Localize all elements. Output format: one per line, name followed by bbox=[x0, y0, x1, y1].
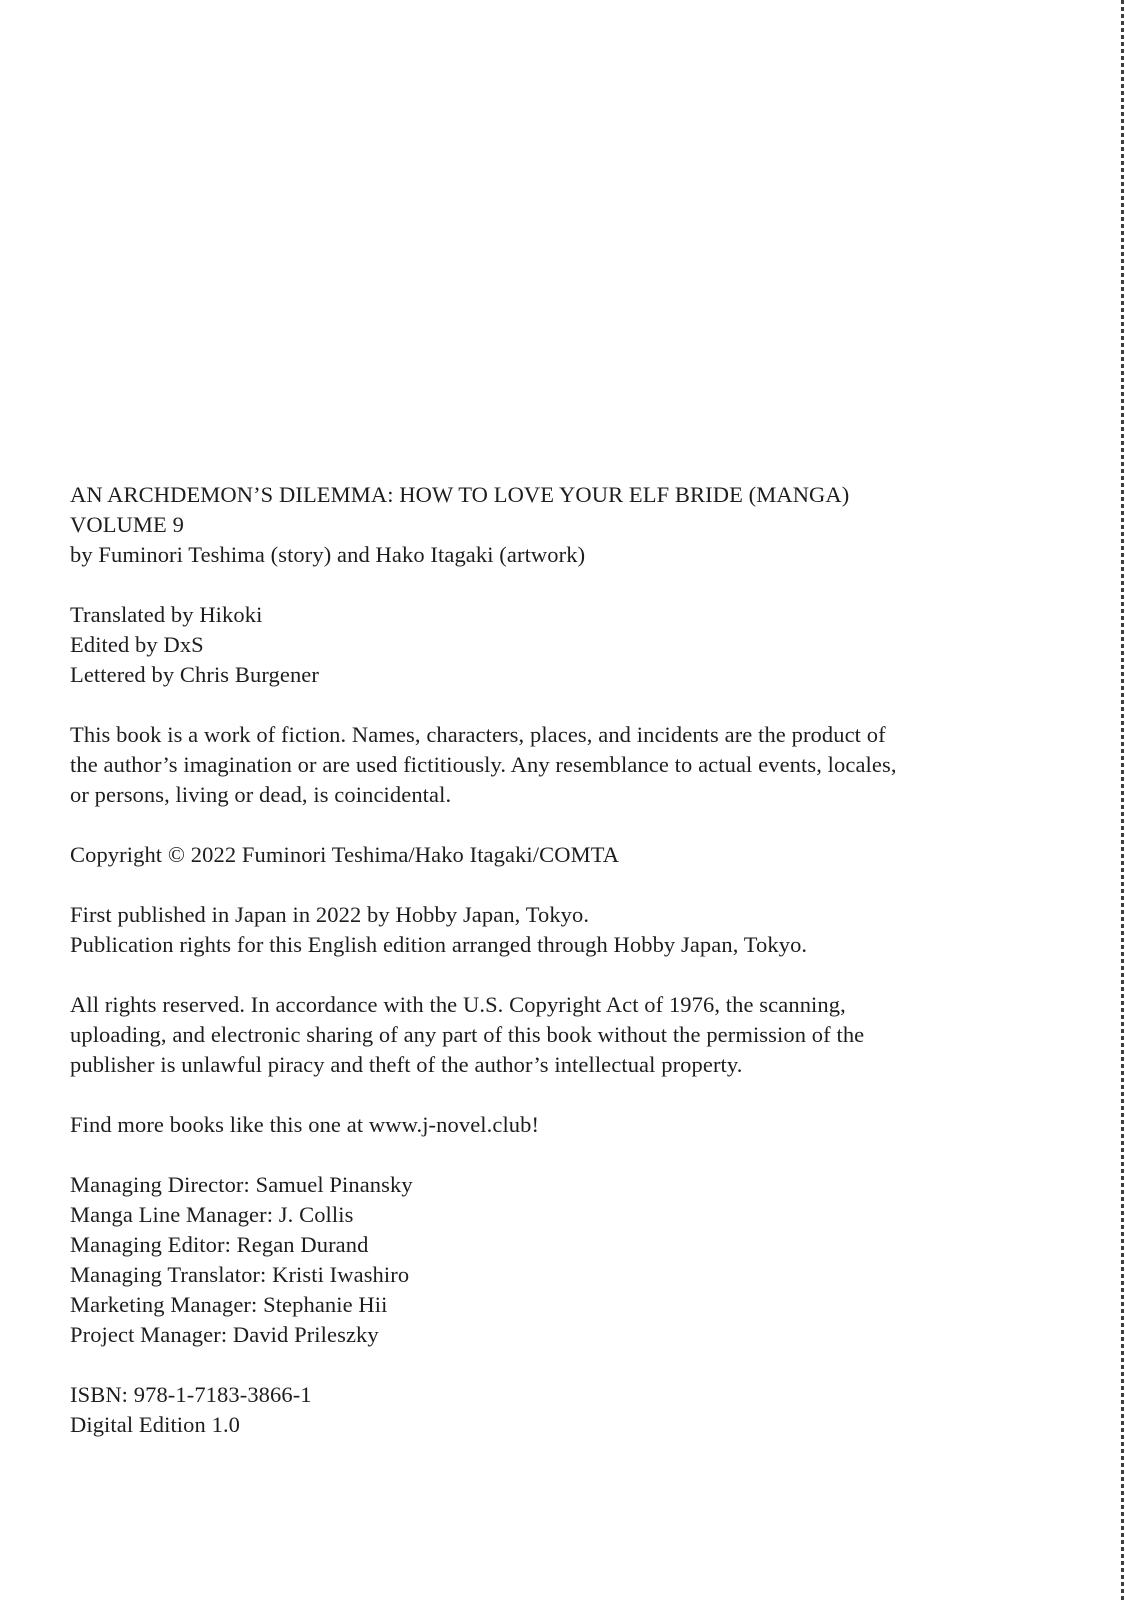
marketing-manager-credit: Marketing Manager: Stephanie Hii bbox=[70, 1292, 388, 1317]
fiction-disclaimer-line: the author’s imagination or are used fictitiously. Any resemblance to actual events, locales, bbox=[70, 752, 897, 777]
managing-translator-credit: Managing Translator: Kristi Iwashiro bbox=[70, 1262, 410, 1287]
rights-reserved-line: uploading, and electronic sharing of any part of this book without the permission of the bbox=[70, 1022, 865, 1047]
fiction-disclaimer-line: or persons, living or dead, is coincidental. bbox=[70, 782, 452, 807]
letterer-credit: Lettered by Chris Burgener bbox=[70, 662, 319, 687]
managing-director-credit: Managing Director: Samuel Pinansky bbox=[70, 1172, 413, 1197]
translator-credit: Translated by Hikoki bbox=[70, 602, 263, 627]
find-more-block bbox=[70, 1110, 1080, 1140]
book-title-line: AN ARCHDEMON’S DILEMMA: HOW TO LOVE YOUR ELF BRIDE (MANGA) bbox=[70, 482, 850, 507]
publication-rights-line: Publication rights for this English edition arranged through Hobby Japan, Tokyo. bbox=[70, 932, 808, 957]
volume-line: VOLUME 9 bbox=[70, 512, 184, 537]
colophon-text bbox=[70, 480, 1080, 1440]
manga-line-manager-credit: Manga Line Manager: J. Collis bbox=[70, 1202, 354, 1227]
fiction-disclaimer-line: This book is a work of fiction. Names, characters, places, and incidents are the product of bbox=[70, 722, 886, 747]
managing-editor-credit: Managing Editor: Regan Durand bbox=[70, 1232, 369, 1257]
staff-credits-block bbox=[70, 1170, 1080, 1350]
edition-block bbox=[70, 1380, 1080, 1440]
rights-reserved-line: All rights reserved. In accordance with the U.S. Copyright Act of 1976, the scanning, bbox=[70, 992, 846, 1017]
editor-credit: Edited by DxS bbox=[70, 632, 204, 657]
find-more-books-line: Find more books like this one at www.j-novel.club! bbox=[70, 1112, 540, 1137]
first-published-line: First published in Japan in 2022 by Hobby Japan, Tokyo. bbox=[70, 902, 590, 927]
rights-reserved-block bbox=[70, 990, 1080, 1080]
rights-reserved-line: publisher is unlawful piracy and theft of the author’s intellectual property. bbox=[70, 1052, 743, 1077]
author-line: by Fuminori Teshima (story) and Hako Itagaki (artwork) bbox=[70, 542, 586, 567]
isbn-line: ISBN: 978-1-7183-3866-1 bbox=[70, 1382, 312, 1407]
fiction-disclaimer-block bbox=[70, 720, 1080, 810]
title-block bbox=[70, 480, 1080, 570]
localization-credits-block bbox=[70, 600, 1080, 690]
project-manager-credit: Project Manager: David Prileszky bbox=[70, 1322, 379, 1347]
publication-block bbox=[70, 900, 1080, 960]
copyright-notice: Copyright © 2022 Fuminori Teshima/Hako Itagaki/COMTA bbox=[70, 842, 620, 867]
copyright-block bbox=[70, 840, 1080, 870]
page-edge-dashed-line bbox=[1121, 0, 1124, 1600]
edition-line: Digital Edition 1.0 bbox=[70, 1412, 241, 1437]
